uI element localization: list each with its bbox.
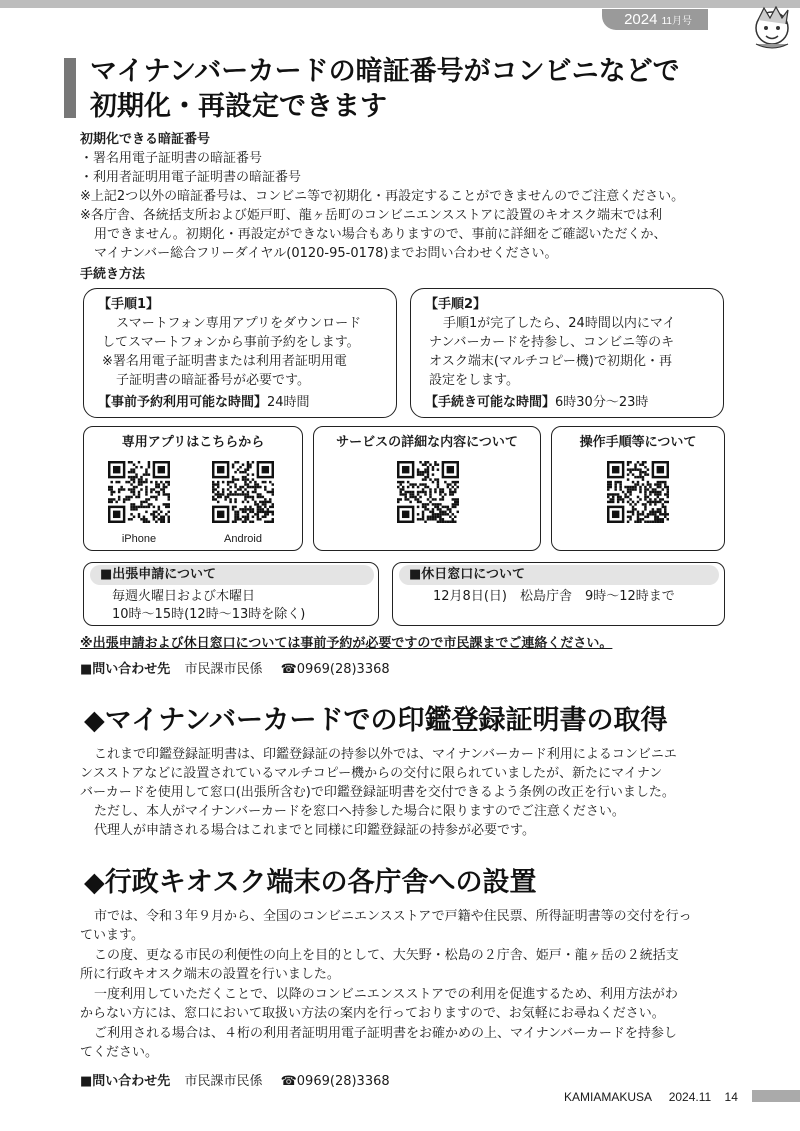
visit-text: 毎週火曜日および木曜日 <box>112 589 256 604</box>
paragraph: ンスストアなどに設置されているマルチコピー機からの交付に限られていましたが、新たにマイナン <box>80 766 663 781</box>
title-accent-bar <box>64 58 76 118</box>
step2-text: オスク端末(マルチコピー機)で初期化・再 <box>429 354 672 369</box>
step1-text: スマートフォン専用アプリをダウンロード <box>116 316 362 331</box>
holiday-box <box>392 562 725 626</box>
page-title: マイナンバーカードの暗証番号がコンビニなどで 初期化・再設定できます <box>90 56 680 122</box>
android-label: Android <box>224 533 262 545</box>
step1-text: 子証明書の暗証番号が必要です。 <box>116 373 310 388</box>
ops-qr-code[interactable] <box>607 461 669 523</box>
paragraph: からない方には、窓口において取扱い方法の案内を行っておりますので、お気軽にお尋ねください。 <box>80 1006 665 1021</box>
step2-title: 【手順2】 <box>425 297 487 312</box>
paragraph: ています。 <box>80 928 144 943</box>
service-qr-title: サービスの詳細な内容について <box>336 435 518 450</box>
holiday-title: ■休日窓口について <box>399 565 719 585</box>
step2-box <box>410 288 724 418</box>
pins-note: 用できません。初期化・再設定ができない場合もありますので、事前に詳細をご確認いただくか、 <box>94 227 667 242</box>
ops-qr-box <box>551 426 725 551</box>
visit-box <box>83 562 379 626</box>
pins-note: マイナンバー総合フリーダイヤル(0120-95-0178)までお問い合わせください。 <box>94 246 558 261</box>
mascot-icon <box>748 6 796 50</box>
section-title: ◆マイナンバーカードでの印鑑登録証明書の取得 <box>84 705 668 736</box>
paragraph: バーカードを使用して窓口(出張所含む)で印鑑登録証明書を交付できるよう条例の改正を行いました。 <box>80 785 675 800</box>
step2-text: 手順1が完了したら、24時間以内にマイ <box>443 316 676 331</box>
footer-magazine: KAMIAMAKUSA <box>564 1090 652 1104</box>
paragraph: 一度利用していただくことで、以降のコンビニエンスストアでの利用を促進するため、利用方法がわ <box>94 987 678 1002</box>
paragraph: この度、更なる市民の利便性の向上を目的として、大矢野・松島の２庁舎、姫戸・龍ヶ岳の２統括支 <box>94 948 679 963</box>
pin-item: ・利用者証明用電子証明書の暗証番号 <box>80 170 302 185</box>
app-qr-box <box>83 426 303 551</box>
paragraph: 市では、令和３年９月から、全国のコンビニエンスストアで戸籍や住民票、所得証明書等の交付を行っ <box>94 909 692 924</box>
header-bar <box>0 0 800 8</box>
paragraph: これまで印鑑登録証明書は、印鑑登録証の持参以外では、マイナンバーカード利用によるコンビニエ <box>94 747 677 762</box>
issue-year: 2024 <box>624 11 658 28</box>
service-qr-code[interactable] <box>397 461 459 523</box>
page-number: 14 <box>724 1090 738 1104</box>
step2-text: ナンバーカードを持参し、コンビニ等のキ <box>429 335 675 350</box>
step1-time: 【事前予約利用可能な時間】24時間 <box>98 395 310 410</box>
pins-heading: 初期化できる暗証番号 <box>80 132 211 147</box>
footer-date: 2024.11 <box>668 1090 712 1104</box>
step1-text: してスマートフォンから事前予約をします。 <box>102 335 360 350</box>
ops-qr-title: 操作手順等について <box>579 435 697 450</box>
android-qr-code[interactable] <box>212 461 274 523</box>
footer-bar <box>752 1090 800 1102</box>
step2-time: 【手続き可能な時間】6時30分～23時 <box>425 395 649 410</box>
iphone-label: iPhone <box>121 533 157 545</box>
pins-note: ※各庁舎、各統括支所および姫戸町、龍ヶ岳町のコンビニエンスストアに設置のキオスク端末では利 <box>80 208 662 223</box>
step1-box <box>83 288 397 418</box>
paragraph: 所に行政キオスク端末の設置を行いました。 <box>80 967 340 982</box>
contact-info: ■問い合わせ先 市民課市民係 ☎0969(28)3368 <box>80 1074 390 1089</box>
holiday-text: 12月8日(日) 松島庁舎 9時～12時まで <box>433 589 675 604</box>
paragraph: 代理人が申請される場合はこれまでと同様に印鑑登録証の持参が必要です。 <box>94 823 535 838</box>
footer <box>564 1090 738 1104</box>
app-qr-title: 専用アプリはこちらから <box>121 435 265 450</box>
contact-info: ■問い合わせ先 市民課市民係 ☎0969(28)3368 <box>80 662 390 677</box>
pins-note: ※上記2つ以外の暗証番号は、コンビニ等で初期化・再設定することができませんのでご注意ください。 <box>80 189 685 204</box>
visit-text: 10時～15時(12時～13時を除く) <box>112 607 306 622</box>
reservation-note: ※出張申請および休日窓口については事前予約が必要ですので市民課までご連絡ください。 <box>80 636 613 651</box>
step2-text: 設定をします。 <box>429 373 519 388</box>
visit-title: ■出張申請について <box>90 565 374 585</box>
paragraph: ただし、本人がマイナンバーカードを窓口へ持参した場合に限りますのでご注意ください。 <box>94 804 625 819</box>
step1-title: 【手順1】 <box>98 297 160 312</box>
procedure-heading: 手続き方法 <box>80 267 146 282</box>
pin-item: ・署名用電子証明書の暗証番号 <box>80 151 263 166</box>
paragraph: ご利用される場合は、４桁の利用者証明用電子証明書をお確かめの上、マイナンバーカードを持参し <box>94 1026 677 1041</box>
step1-text: ※署名用電子証明書または利用者証明用電 <box>102 354 347 369</box>
issue-badge <box>602 9 708 30</box>
section-title: ◆行政キオスク端末の各庁舎への設置 <box>84 867 537 898</box>
paragraph: てください。 <box>80 1045 159 1060</box>
iphone-qr-code[interactable] <box>108 461 170 523</box>
service-qr-box <box>313 426 541 551</box>
issue-month: 11月号 <box>661 16 692 27</box>
